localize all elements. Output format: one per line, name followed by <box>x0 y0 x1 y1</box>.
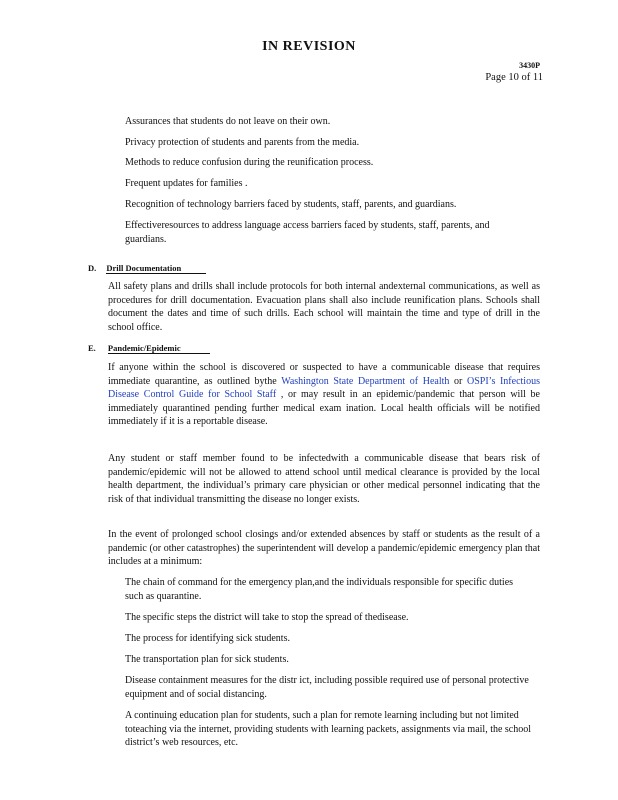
list-item-text: Assurances that students do not leave on their own. <box>125 116 331 127</box>
list-item <box>112 156 532 170</box>
list-item-text: The process for identifying sick students. <box>125 633 290 644</box>
section-label: E. <box>88 343 96 353</box>
list-item <box>112 198 532 212</box>
list-item <box>112 674 532 701</box>
paragraph-text: If anyone within the school is discovered or suspected to have a communicable disease that requires immediate quarantine, as outlined bythe <box>108 362 540 387</box>
list-item-text: The specific steps the district will take to stop the spread of thedisease. <box>125 612 409 623</box>
list-item <box>112 136 532 150</box>
list-item <box>112 611 532 625</box>
paragraph: In the event of prolonged school closings and/or extended absences by staff or students as the result of a pandemic (or other catastrophes) the superintendent will develop a pandemic/epidemic emergency plan that includes at a minimum: <box>108 529 540 567</box>
page-title: IN REVISION <box>262 39 356 54</box>
paragraph-text: , or may result in an epidemic/pandemic that person will be immediately quarantined pending further medical exam ination. Local health officials will be notified immediately if it is a reportable disease. <box>108 389 540 427</box>
paragraph <box>108 361 540 429</box>
list-item-text: Frequent updates for families . <box>125 178 248 189</box>
policy-code: 3430P <box>519 61 540 70</box>
section-title: Pandemic/Epidemic <box>108 343 210 354</box>
list-item-text: A continuing education plan for students, such a plan for remote learning including but not limited toteaching via the internet, providing students with learning packets, assignments via mail, the school district’s web resources, etc. <box>125 710 532 748</box>
list-item <box>112 632 532 646</box>
list-item <box>112 219 532 246</box>
section-title: Drill Documentation <box>106 263 206 274</box>
list-item-text: Disease containment measures for the distr ict, including possible required use of personal protective equipment and of social distancing. <box>125 675 529 700</box>
paragraph-text: or <box>449 375 467 387</box>
section-heading-d <box>88 263 206 274</box>
list-item-text: Effectiveresources to address language access barriers faced by students, staff, parents, and guardians. <box>125 220 490 245</box>
list-item-text: Recognition of technology barriers faced by students, staff, parents, and guardians. <box>125 199 457 210</box>
ospi-guide-link[interactable]: OSPI’s Infectious Disease Control Guide for School Staff <box>108 375 540 400</box>
paragraph: Any student or staff member found to be infectedwith a communicable disease that bears risk of pandemic/epidemic will not be allowed to attend school until medical clearance is provided by the local health department, the individual’s primary care physician or other medical personnel indicating that the risk of that individual transmitting the disease no longer exists. <box>108 453 540 505</box>
list-item-text: Privacy protection of students and parents from the media. <box>125 137 360 148</box>
list-item <box>112 576 532 603</box>
list-item <box>112 177 532 191</box>
paragraph: All safety plans and drills shall include protocols for both internal andexternal communications, as well as procedures for drill documentation. Evacuation plans shall also include reunification plans. Schools shall document the dates and time of such drills. Each school will maintain the time and type of drill in the school office. <box>108 281 540 333</box>
list-item-text: The chain of command for the emergency plan,and the individuals responsible for specific duties such as quarantine. <box>125 577 514 602</box>
section-label: D. <box>88 263 97 273</box>
list-item <box>112 653 532 667</box>
wa-doh-link[interactable]: Washington State Department of Health <box>281 375 450 387</box>
list-item <box>112 115 532 129</box>
section-heading-e <box>88 343 210 354</box>
list-item-text: Methods to reduce confusion during the reunification process. <box>125 157 374 168</box>
list-item-text: The transportation plan for sick students. <box>125 654 289 665</box>
page-number: Page 10 of 11 <box>485 72 543 83</box>
list-item <box>112 709 532 750</box>
